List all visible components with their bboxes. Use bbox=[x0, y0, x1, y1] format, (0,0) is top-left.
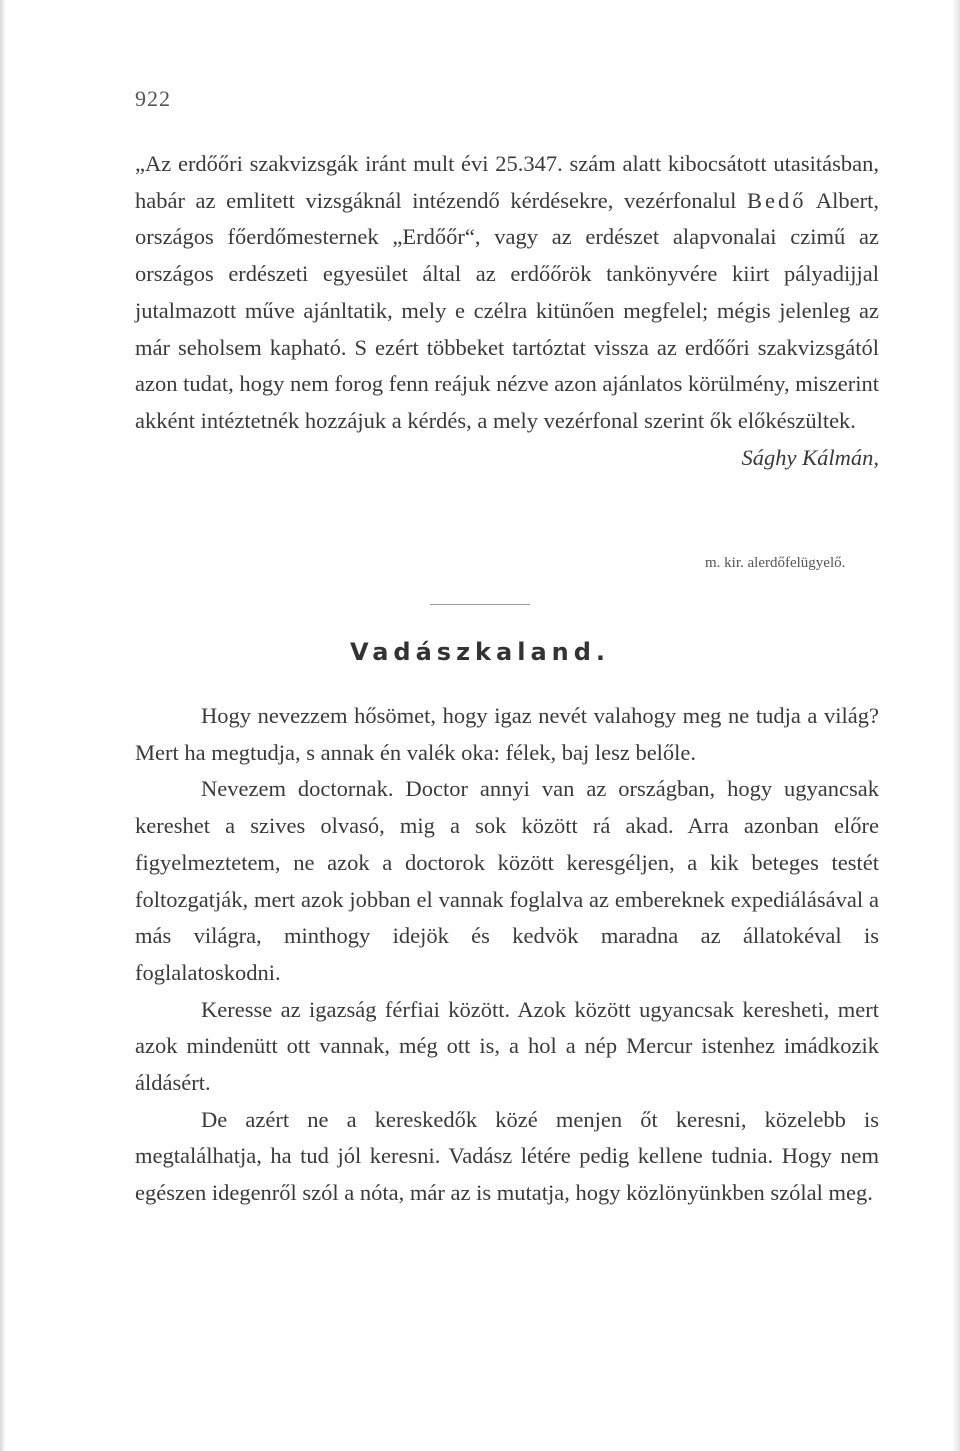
article-paragraph: Hogy nevezzem hősömet, hogy igaz nevét valahogy meg ne tudja a világ? Mert ha megtudja, s annak én valék oka: félek, baj lesz belőle. bbox=[135, 703, 879, 765]
author-name-spaced: Bedő bbox=[747, 187, 807, 213]
second-article bbox=[135, 698, 879, 1212]
section-divider bbox=[430, 604, 530, 605]
page-number: 922 bbox=[135, 86, 171, 111]
page-left-edge bbox=[0, 0, 6, 1451]
page-right-edge bbox=[952, 0, 960, 1451]
article-paragraph: De azért ne a kereskedők közé menjen őt keresni, közelebb is megtalálhatja, ha tud jól keresni. Vadász létére pedig kellene tudnia. Hogy nem egészen idegenről szól a nóta, már az is mutatja, hogy közlönyünkben szólal meg. bbox=[135, 1106, 879, 1206]
article-paragraph: Nevezem doctornak. Doctor annyi van az országban, hogy ugyancsak kereshet a szives olvasó, mig a sok között rá akad. Arra azonban előre figyelmeztetem, ne azok a doctorok között keresgéljen, a kik beteges testét foltozgatják, mert azok jobban el vannak foglalva az embereknek expediálásával a más világra, minthogy idejök és kedvök maradna az állatokéval is foglalatoskodni. bbox=[135, 776, 879, 985]
signature: Sághy Kálmán, bbox=[741, 444, 879, 470]
paragraph-rest-text: Albert, országos főerdőmesternek „Erdőőr“, vagy az erdészet alapvonalai czimű az országos erdészeti egyesület által az erdőőrök tankönyvére kiirt pályadijjal jutalmazott műve ajánltatik, mely e czélra kitünően megfelel; mégis jelenleg az már seholsem kapható. S ezért többeket tartóztat vissza az erdőőri szakvizsgától azon tudat, hogy nem forog fenn reájuk nézve azon ajánlatos körülmény, miszerint akként intéztetnék hozzájuk a kérdés, a mely vezérfonal szerint ők előkészültek. bbox=[135, 187, 879, 433]
signature-rank: m. kir. alerdőfelügyelő. bbox=[705, 555, 846, 571]
paragraph-lead-text: „Az erdőőri szakvizsgák iránt mult évi 25.347. szám alatt kibocsátott utasitásban, habár az emlitett vizsgáknál intézendő kérdésekre, vezérfonalul bbox=[135, 151, 879, 213]
article-paragraph: Keresse az igazság férfiai között. Azok között ugyancsak keresheti, mert azok mindenütt ott vannak, még ott is, a hol a nép Mercur istenhez imádkozik áldásért. bbox=[135, 996, 879, 1096]
first-article-paragraph bbox=[135, 146, 879, 470]
section-title: Vadászkaland. bbox=[349, 638, 611, 666]
first-article bbox=[135, 146, 879, 476]
